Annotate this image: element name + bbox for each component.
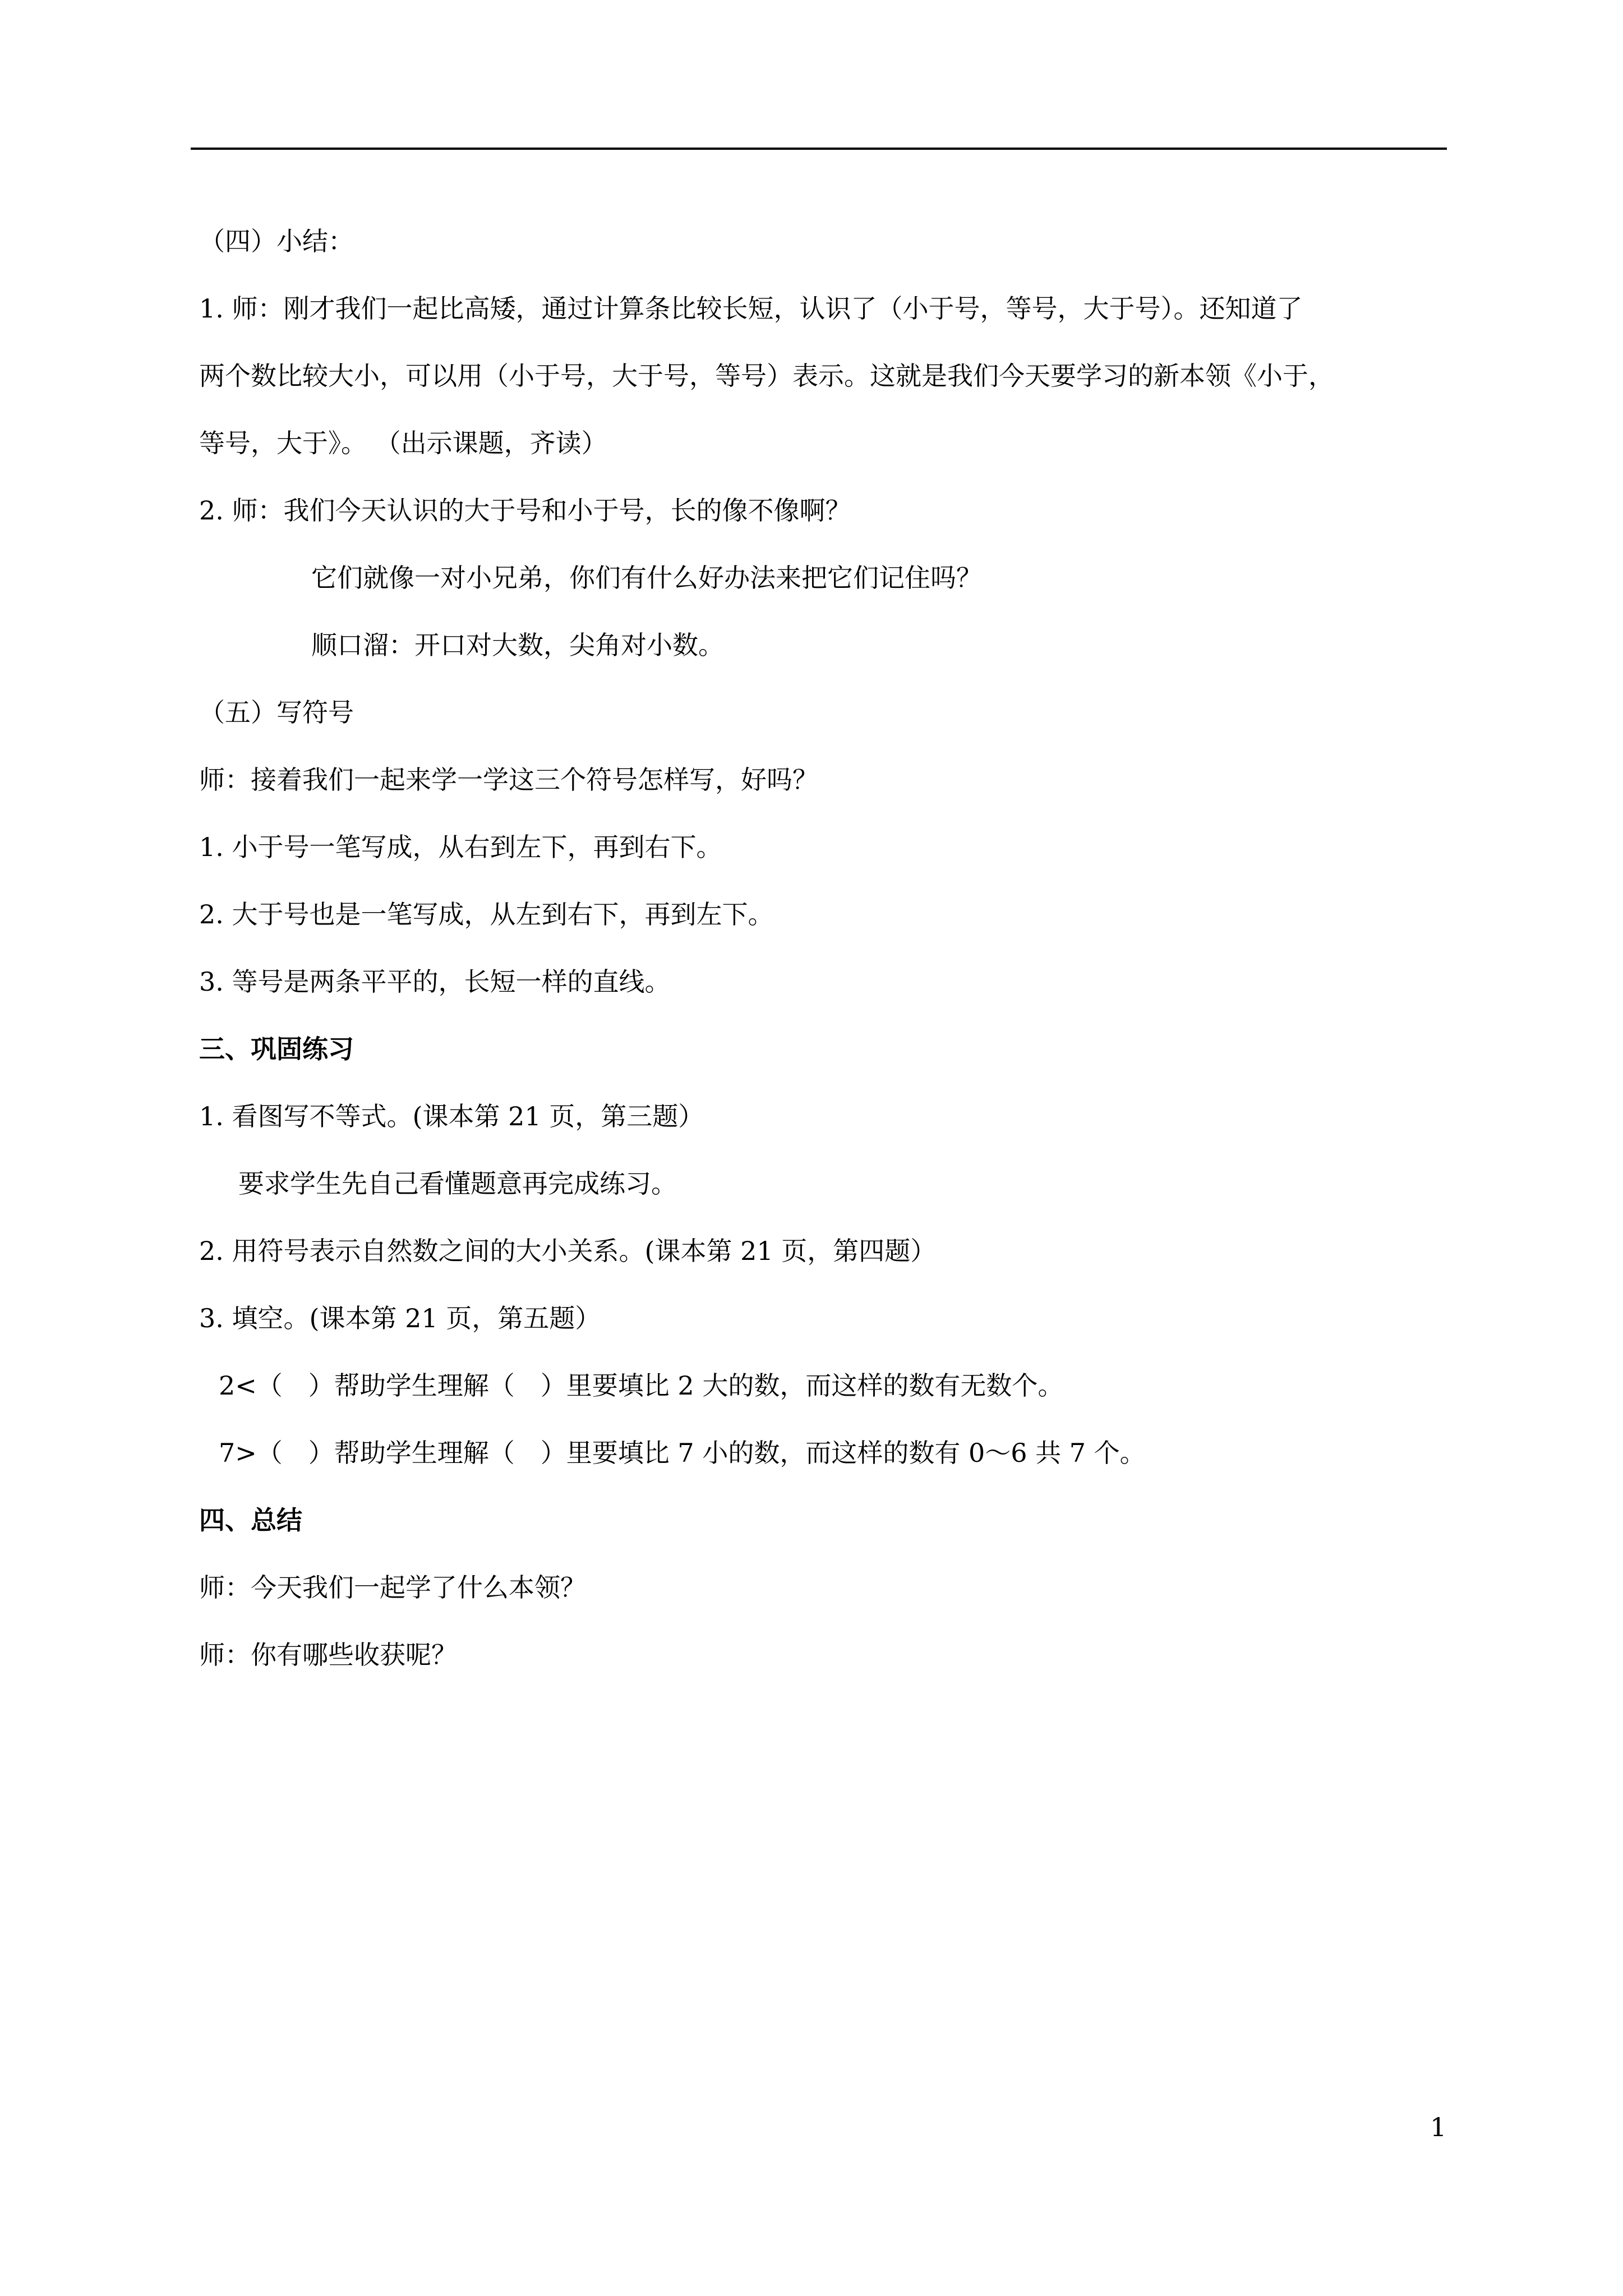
text-line: 2. 师：我们今天认识的大于号和小于号，长的像不像啊？ <box>199 495 851 526</box>
text-line: 2. 大于号也是一笔写成，从左到右下，再到左下。 <box>199 899 774 930</box>
text-line: 等号，大于》。 （出示课题，齐读） <box>199 428 607 458</box>
text-line: 7>（ ）帮助学生理解（ ）里要填比 7 小的数，而这样的数有 0～6 共 7 个。 <box>219 1438 1146 1468</box>
text-line: 2<（ ）帮助学生理解（ ）里要填比 2 大的数，而这样的数有无数个。 <box>219 1370 1064 1401</box>
header-rule <box>191 148 1447 150</box>
text-line: 它们就像一对小兄弟，你们有什么好办法来把它们记住吗？ <box>311 563 982 593</box>
text-line: 1. 师：刚才我们一起比高矮，通过计算条比较长短，认识了（小于号，等号，大于号）。还知道了 <box>199 293 1303 324</box>
text-line: 2. 用符号表示自然数之间的大小关系。(课本第 21 页，第四题） <box>199 1236 937 1266</box>
section-heading: 三、巩固练习 <box>199 1034 354 1064</box>
text-line: 1. 看图写不等式。(课本第 21 页，第三题） <box>199 1101 704 1131</box>
text-line: 1. 小于号一笔写成，从右到左下，再到右下。 <box>199 832 722 862</box>
page-number: 1 <box>1430 2112 1447 2142</box>
text-line: 顺口溜：开口对大数，尖角对小数。 <box>311 630 724 660</box>
text-line: 3. 填空。(课本第 21 页，第五题） <box>199 1303 601 1333</box>
text-line: 师：今天我们一起学了什么本领？ <box>199 1572 586 1603</box>
text-line: 师：接着我们一起来学一学这三个符号怎样写，好吗？ <box>199 765 818 795</box>
text-line: （五）写符号 <box>199 697 354 728</box>
text-line: （四）小结： <box>199 226 354 256</box>
text-line: 师：你有哪些收获呢？ <box>199 1640 457 1670</box>
text-line: 要求学生先自己看懂题意再完成练习。 <box>238 1168 677 1199</box>
text-line: 两个数比较大小，可以用（小于号，大于号，等号）表示。这就是我们今天要学习的新本领《小于， <box>199 361 1334 391</box>
text-line: 3. 等号是两条平平的，长短一样的直线。 <box>199 967 671 997</box>
section-heading: 四、总结 <box>199 1505 302 1535</box>
